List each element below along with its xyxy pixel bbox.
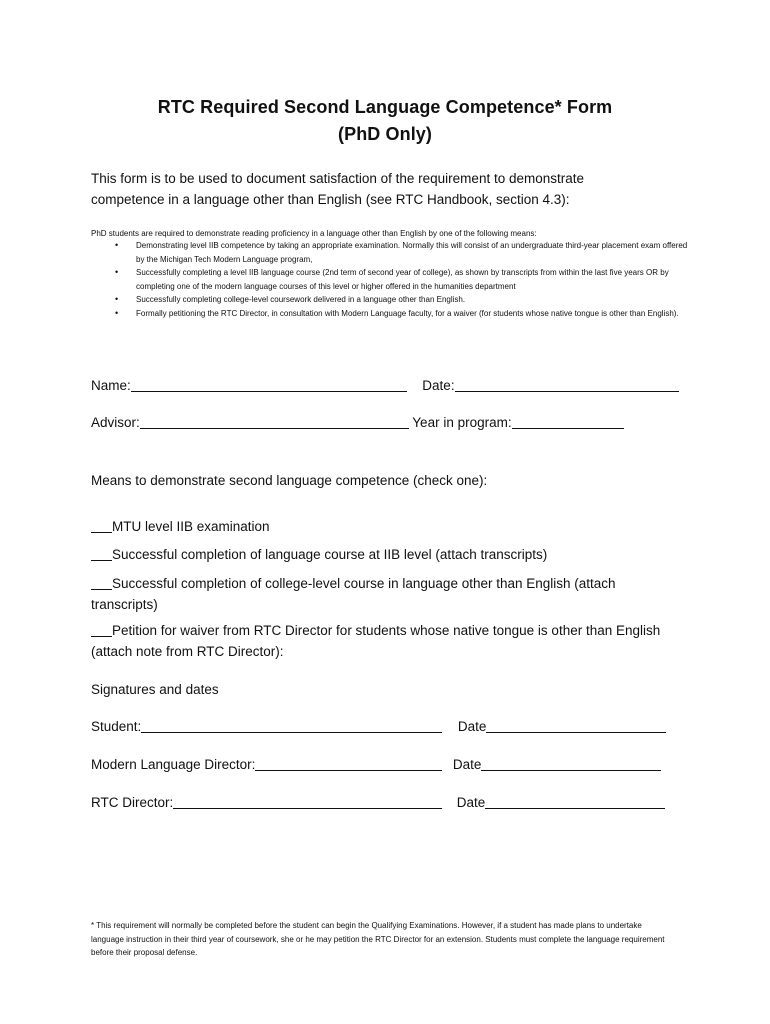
advisor-field[interactable] <box>140 414 409 429</box>
date-label: Date <box>457 719 487 734</box>
means-option <box>91 516 691 537</box>
form-title: RTC Required Second Language Competence* Form <box>157 97 613 117</box>
student-signature-field[interactable] <box>141 718 442 733</box>
requirement-text: Successfully completing college-level coursework delivered in a language other than English. <box>136 295 466 305</box>
advisor-label: Advisor: <box>91 415 140 430</box>
rtc-signature-field[interactable] <box>173 794 442 809</box>
requirement-item <box>91 266 691 293</box>
year-label: Year in program: <box>412 415 512 430</box>
advisor-year-row <box>91 414 624 430</box>
bullet-icon: • <box>115 307 119 318</box>
modern-language-date-field[interactable] <box>481 756 661 771</box>
means-heading: Means to demonstrate second language competence (check one): <box>91 473 488 488</box>
date-label: Date: <box>422 378 455 393</box>
requirement-text: Demonstrating level IIB competence by taking an appropriate examination. Normally this will consist of an undergraduate third-year placement exam offered by the Michigan Tech Modern Language program, <box>136 241 688 264</box>
checkbox-blank[interactable] <box>91 575 112 590</box>
bullet-icon: • <box>115 267 119 278</box>
name-label: Name: <box>91 378 131 393</box>
date-label: Date <box>456 795 486 810</box>
rtc-label: RTC Director: <box>91 795 174 810</box>
date-label: Date <box>452 757 482 772</box>
name-date-row <box>91 377 679 393</box>
means-option-text: Successful completion of college-level course in language other than English (attach transcripts) <box>91 576 616 612</box>
bullet-icon: • <box>115 294 119 305</box>
checkbox-blank[interactable] <box>91 546 112 561</box>
means-option-text: Petition for waiver from RTC Director for students whose native tongue is other than English (attach note from RTC Director): <box>91 623 661 659</box>
date-field[interactable] <box>455 377 679 392</box>
requirement-item <box>91 307 691 321</box>
means-option-text: MTU level IIB examination <box>112 519 270 534</box>
student-date-field[interactable] <box>486 718 666 733</box>
form-subtitle: (PhD Only) <box>338 124 432 144</box>
requirement-item <box>91 239 691 266</box>
means-option-text: Successful completion of language course at IIB level (attach transcripts) <box>112 547 548 562</box>
intro-paragraph: This form is to be used to document satisfaction of the requirement to demonstrate competence in a language other than English (see RTC Handbook, section 4.3): <box>91 171 585 207</box>
means-option <box>91 620 691 662</box>
checkbox-blank[interactable] <box>91 518 112 533</box>
means-option <box>91 544 691 565</box>
checkbox-blank[interactable] <box>91 622 112 637</box>
modern-language-label: Modern Language Director: <box>91 757 256 772</box>
requirements-lead: PhD students are required to demonstrate reading proficiency in a language other than English by one of the following means: <box>91 229 537 238</box>
requirement-text: Formally petitioning the RTC Director, in consultation with Modern Language faculty, for a waiver (for students whose native tongue is other than English). <box>136 308 679 318</box>
student-label: Student: <box>91 719 142 734</box>
bullet-icon: • <box>115 240 119 250</box>
name-field[interactable] <box>131 377 407 392</box>
footnote: * This requirement will normally be completed before the student can begin the Qualifying Examinations. However, if a student has made plans to undertake language instruction in their third year of coursework, she or he may petition the RTC Director for an extension. Students must complete the language requirement before their proposal defense. <box>91 921 665 958</box>
rtc-signature-row <box>91 794 665 810</box>
modern-language-signature-field[interactable] <box>255 756 442 771</box>
signatures-heading: Signatures and dates <box>91 682 219 697</box>
modern-language-signature-row <box>91 756 661 772</box>
requirement-item <box>91 293 691 307</box>
year-field[interactable] <box>512 414 624 429</box>
means-option <box>91 573 651 615</box>
rtc-date-field[interactable] <box>485 794 665 809</box>
requirement-text: Successfully completing a level IIB language course (2nd term of second year of college), as shown by transcripts from within the last five years OR by completing one of the modern language courses of this level or higher offered in the humanities department <box>136 268 669 291</box>
student-signature-row <box>91 718 666 734</box>
requirements-list <box>91 239 691 321</box>
